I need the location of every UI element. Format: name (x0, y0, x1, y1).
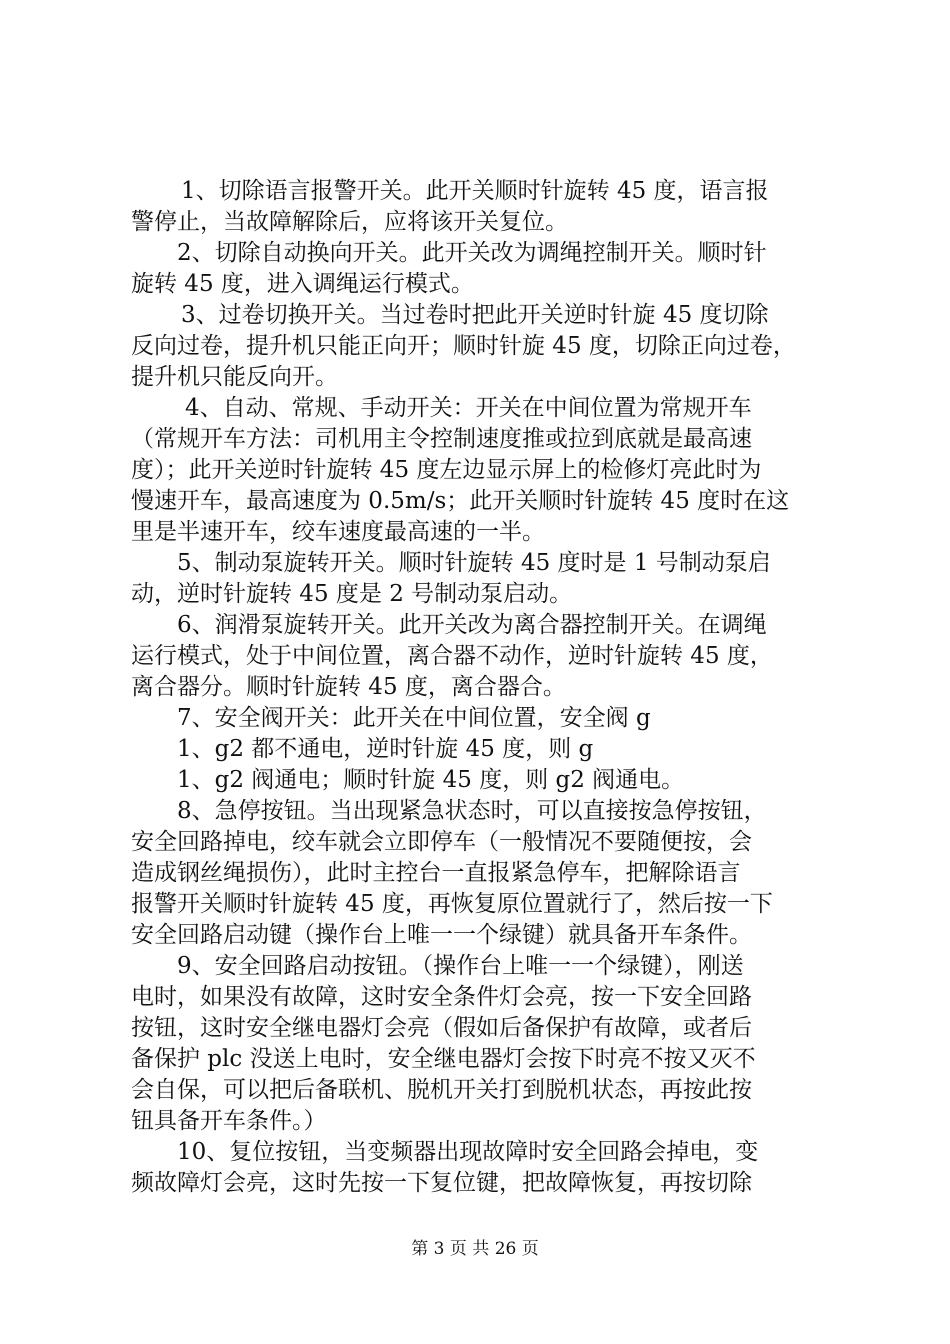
text-line: 度）；此开关逆时针旋转 45 度左边显示屏上的检修灯亮此时为 (131, 457, 762, 483)
page-footer (0, 1238, 950, 1260)
text-line: 提升机只能反向开。 (131, 364, 338, 390)
document-body (131, 176, 846, 1199)
text-line: 反向过卷，提升机只能正向开；顺时针旋 45 度，切除正向过卷， (131, 333, 796, 359)
text-line: 警停止，当故障解除后，应将该开关复位。 (131, 209, 568, 235)
text-line: 1、g2 阀通电；顺时针旋 45 度，则 g2 阀通电。 (177, 767, 685, 793)
paragraph (131, 734, 846, 765)
paragraph (131, 610, 846, 703)
text-line: 频故障灯会亮，这时先按一下复位键，把故障恢复，再按切除 (131, 1170, 752, 1196)
text-line: 6、润滑泵旋转开关。此开关改为离合器控制开关。在调绳 (177, 612, 767, 638)
text-line: 1、切除语言报警开关。此开关顺时针旋转 45 度，语言报 (181, 178, 769, 204)
text-line: 报警开关顺时针旋转 45 度，再恢复原位置就行了，然后按一下 (131, 891, 773, 917)
text-line: 7、安全阀开关：此开关在中间位置，安全阀 g (177, 705, 651, 731)
paragraph (131, 300, 846, 393)
text-line: 5、制动泵旋转开关。顺时针旋转 45 度时是 1 号制动泵启 (177, 550, 771, 576)
text-line: 2、切除自动换向开关。此开关改为调绳控制开关。顺时针 (177, 240, 767, 266)
text-line: 安全回路启动键（操作台上唯一一个绿键）就具备开车条件。 (131, 922, 752, 948)
text-line: 3、过卷切换开关。当过卷时把此开关逆时针旋 45 度切除 (181, 302, 769, 328)
text-line: 9、安全回路启动按钮。（操作台上唯一一个绿键），刚送 (177, 953, 744, 979)
text-line: 10、复位按钮，当变频器出现故障时安全回路会掉电，变 (177, 1139, 759, 1165)
paragraph (131, 548, 846, 610)
text-line: 4、自动、常规、手动开关：开关在中间位置为常规开车 (185, 395, 752, 421)
paragraph (131, 951, 846, 1137)
text-line: 按钮，这时安全继电器灯会亮（假如后备保护有故障，或者后 (131, 1015, 752, 1041)
paragraph (131, 1137, 846, 1199)
text-line: 备保护 plc 没送上电时，安全继电器灯会按下时亮不按又灭不 (131, 1046, 756, 1072)
paragraph (131, 703, 846, 734)
text-line: 安全回路掉电，绞车就会立即停车（一般情况不要随便按，会 (131, 829, 752, 855)
text-line: 里是半速开车，绞车速度最高速的一半。 (131, 519, 545, 545)
text-line: 离合器分。顺时针旋转 45 度，离合器合。 (131, 674, 566, 700)
text-line: 8、急停按钮。当出现紧急状态时，可以直接按急停按钮， (177, 798, 767, 824)
paragraph (131, 796, 846, 951)
text-line: 造成钢丝绳损伤），此时主控台一直报紧急停车，把解除语言 (131, 860, 741, 886)
text-line: 1、g2 都不通电，逆时针旋 45 度，则 g (177, 736, 594, 762)
text-line: 动，逆时针旋转 45 度是 2 号制动泵启动。 (131, 581, 573, 607)
paragraph (131, 765, 846, 796)
page-number-label: 第 3 页 共 26 页 (411, 1239, 539, 1259)
text-line: 电时，如果没有故障，这时安全条件灯会亮，按一下安全回路 (131, 984, 752, 1010)
text-line: （常规开车方法：司机用主令控制速度推或拉到底就是最高速 (131, 426, 752, 452)
paragraph (131, 176, 846, 238)
text-line: 旋转 45 度，进入调绳运行模式。 (131, 271, 474, 297)
paragraph (131, 238, 846, 300)
paragraph (131, 393, 846, 548)
text-line: 会自保，可以把后备联机、脱机开关打到脱机状态，再按此按 (131, 1077, 752, 1103)
text-line: 运行模式，处于中间位置，离合器不动作，逆时针旋转 45 度， (131, 643, 773, 669)
text-line: 钮具备开车条件。） (131, 1108, 327, 1134)
text-line: 慢速开车，最高速度为 0.5m/s；此开关顺时针旋转 45 度时在这 (131, 488, 790, 514)
